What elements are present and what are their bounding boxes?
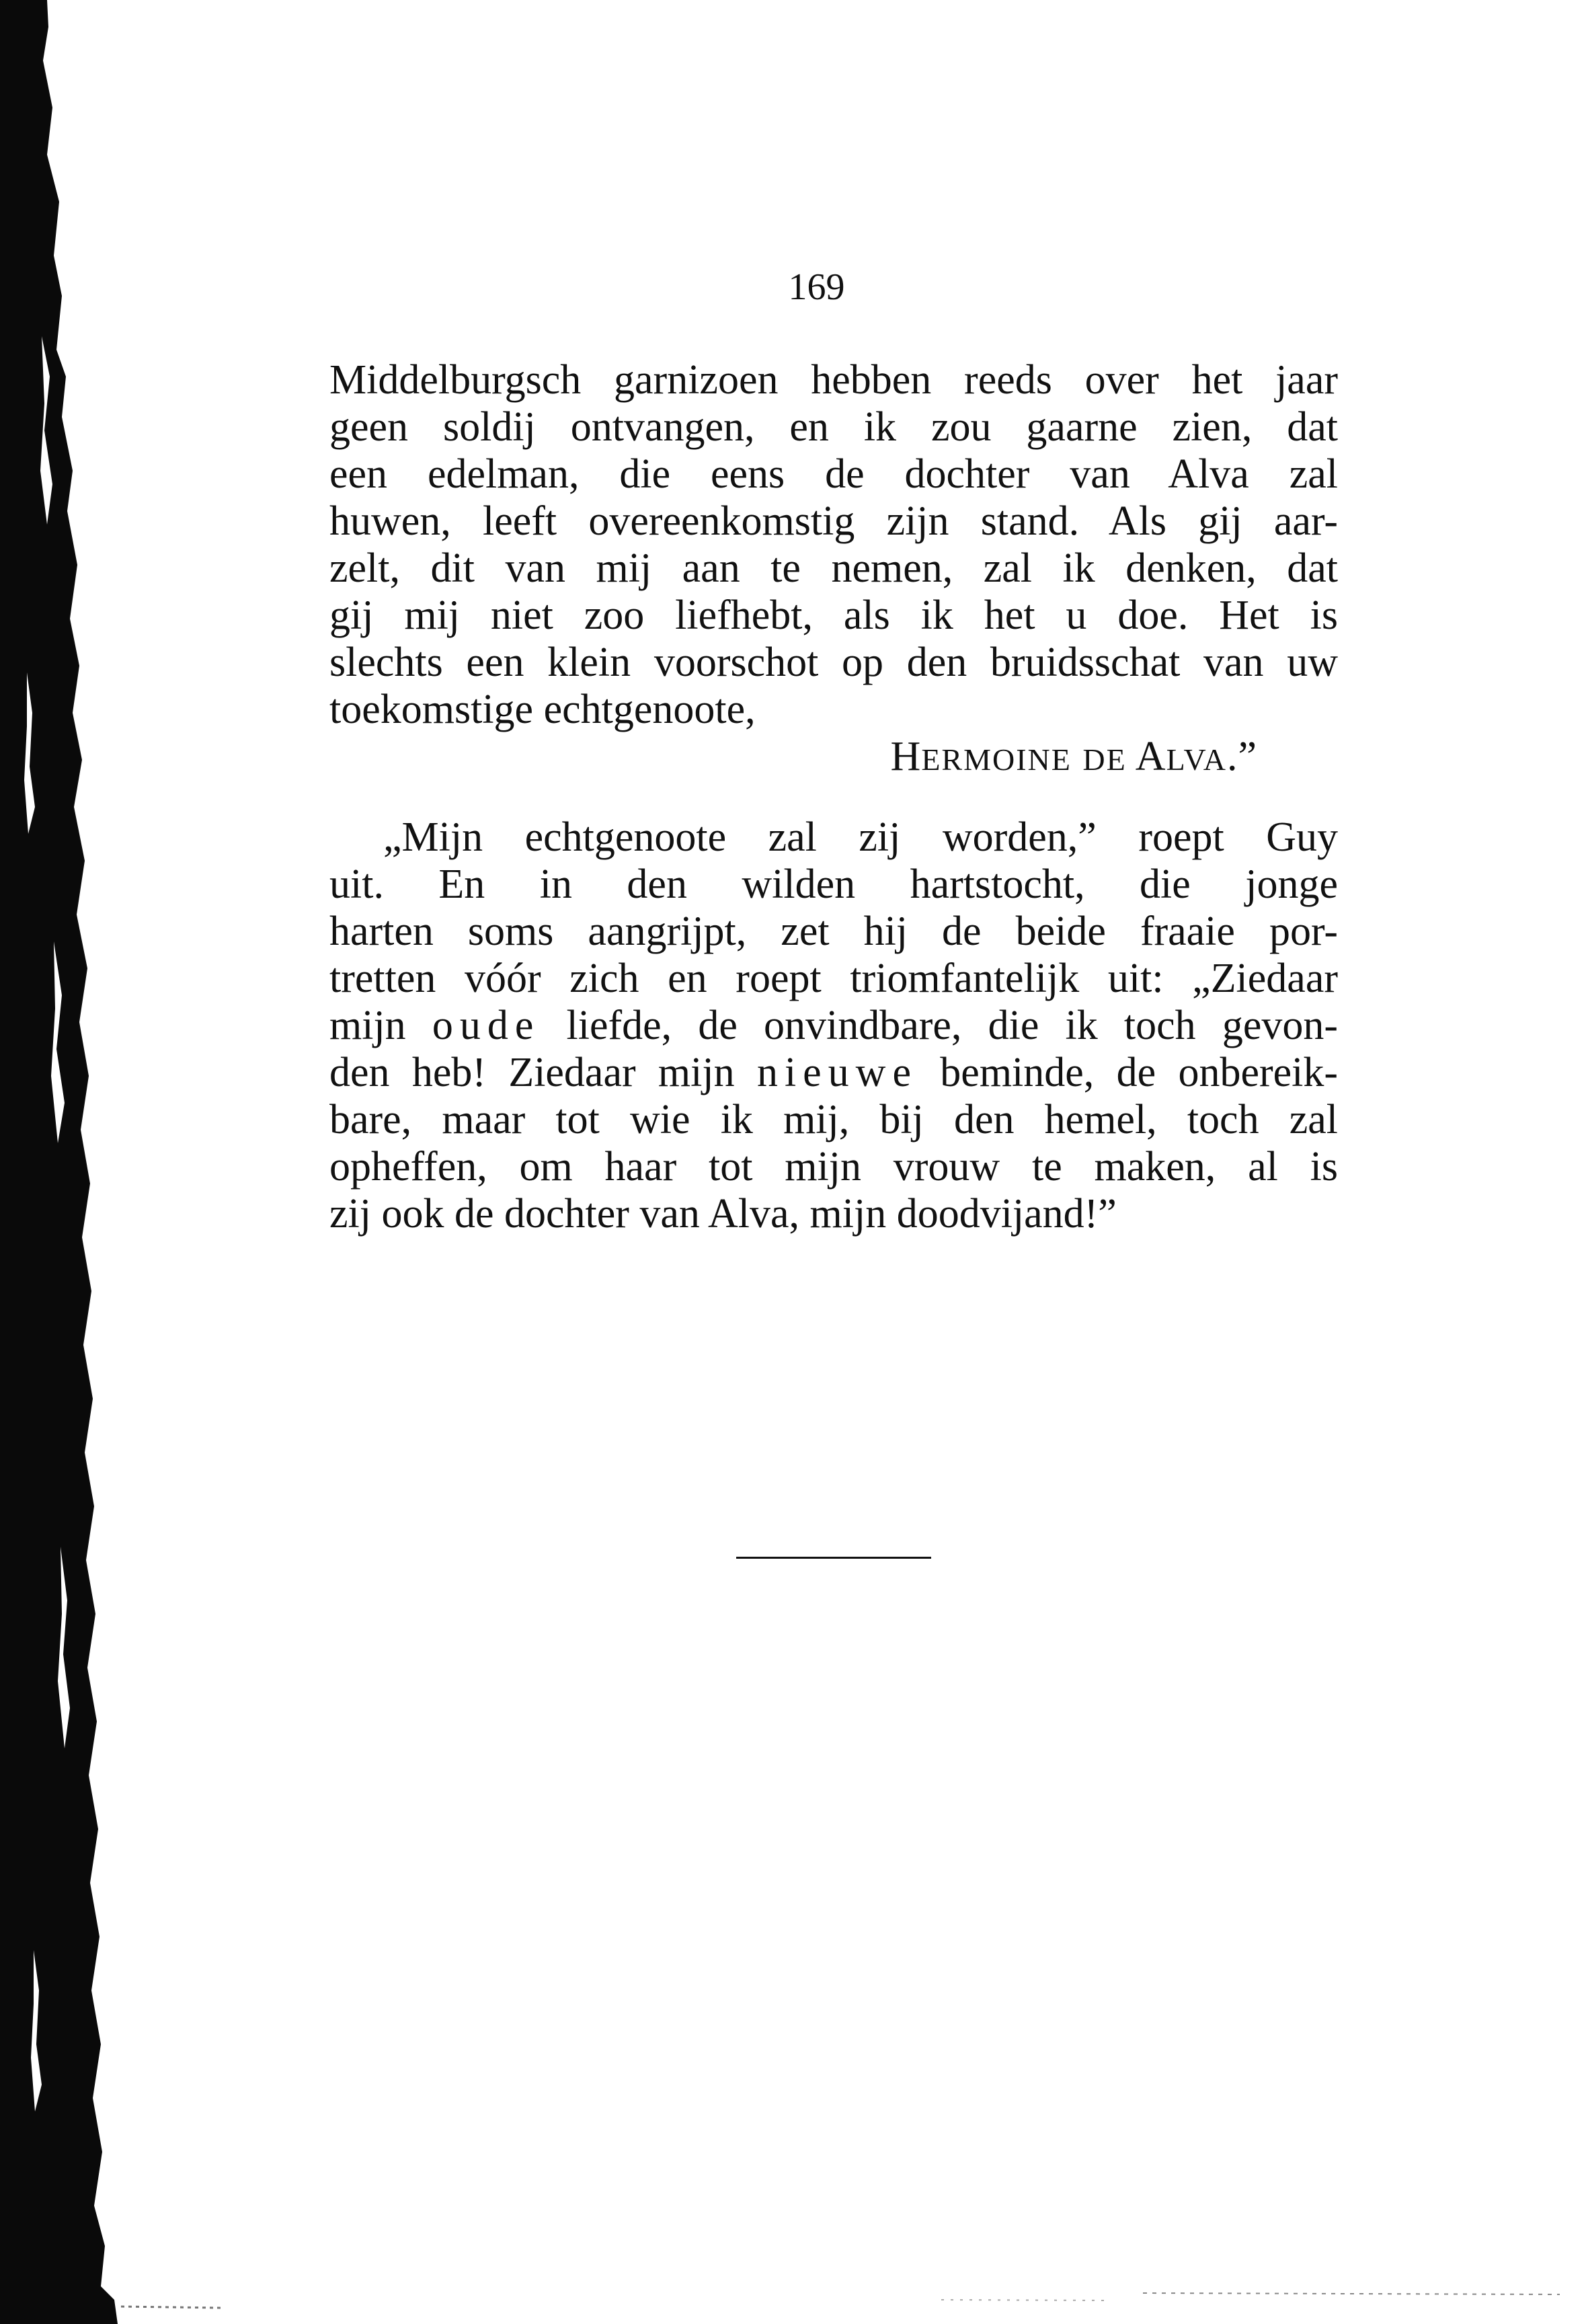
signature-surname: LVA bbox=[1166, 742, 1227, 777]
signature-initial: H bbox=[890, 734, 922, 779]
text-line: „Mijn echtgenoote zal zij worden,” roept Guy bbox=[383, 814, 1338, 860]
signature-particle: DE bbox=[1082, 742, 1127, 777]
text-line bbox=[329, 1002, 1338, 1049]
text-line: Middelburgsch garnizoen hebben reeds over het jaar bbox=[329, 357, 1338, 403]
text-line bbox=[329, 1049, 1338, 1096]
page-number: 169 bbox=[788, 266, 845, 308]
text-line: toekomstige echtgenoote, bbox=[329, 687, 756, 732]
signature-closing: .” bbox=[1226, 734, 1257, 779]
text-line: tretten vóór zich en roept triomfantelijk uit: „Ziedaar bbox=[329, 956, 1338, 1001]
text-line: slechts een klein voorschot op den bruidsschat van uw bbox=[329, 640, 1338, 685]
letter-signature bbox=[329, 733, 1338, 780]
text-line: zij ook de dochter van Alva, mijn doodvijand!” bbox=[329, 1191, 1117, 1237]
body-text bbox=[329, 356, 1338, 1237]
scan-noise bbox=[0, 2273, 1586, 2324]
paragraph-guy bbox=[329, 814, 1338, 1237]
text-fragment: beminde, de onbereik- bbox=[917, 1050, 1338, 1095]
signature-initial: A bbox=[1135, 734, 1166, 779]
emphasis-spaced: oude bbox=[432, 1003, 541, 1048]
text-fragment: liefde, de onvindbare, die ik toch gevon- bbox=[540, 1003, 1338, 1048]
text-line: een edelman, die eens de dochter van Alva zal bbox=[329, 451, 1338, 497]
emphasis-spaced: nieuwe bbox=[756, 1050, 918, 1095]
text-line: harten soms aangrijpt, zet hij de beide fraaie por- bbox=[329, 908, 1338, 954]
paragraph-letter bbox=[329, 356, 1338, 780]
text-line: opheffen, om haar tot mijn vrouw te maken, al is bbox=[329, 1144, 1338, 1190]
text-line: bare, maar tot wie ik mij, bij den hemel, toch zal bbox=[329, 1097, 1338, 1142]
text-line: gij mij niet zoo liefhebt, als ik het u doe. Het is bbox=[329, 592, 1338, 638]
signature-name: ERMOINE bbox=[921, 742, 1072, 777]
text-line: geen soldij ontvangen, en ik zou gaarne zien, dat bbox=[329, 404, 1338, 450]
text-line: uit. En in den wilden hartstocht, die jonge bbox=[329, 861, 1338, 907]
end-of-chapter-rule bbox=[736, 1557, 931, 1559]
paragraph-gap bbox=[329, 780, 1338, 814]
text-fragment: den heb! Ziedaar mijn bbox=[329, 1050, 757, 1095]
binding-edge bbox=[0, 0, 118, 2324]
text-fragment: mijn bbox=[329, 1003, 432, 1048]
text-line: huwen, leeft overeenkomstig zijn stand. Als gij aar- bbox=[329, 498, 1338, 544]
text-line: zelt, dit van mij aan te nemen, zal ik denken, dat bbox=[329, 545, 1338, 591]
